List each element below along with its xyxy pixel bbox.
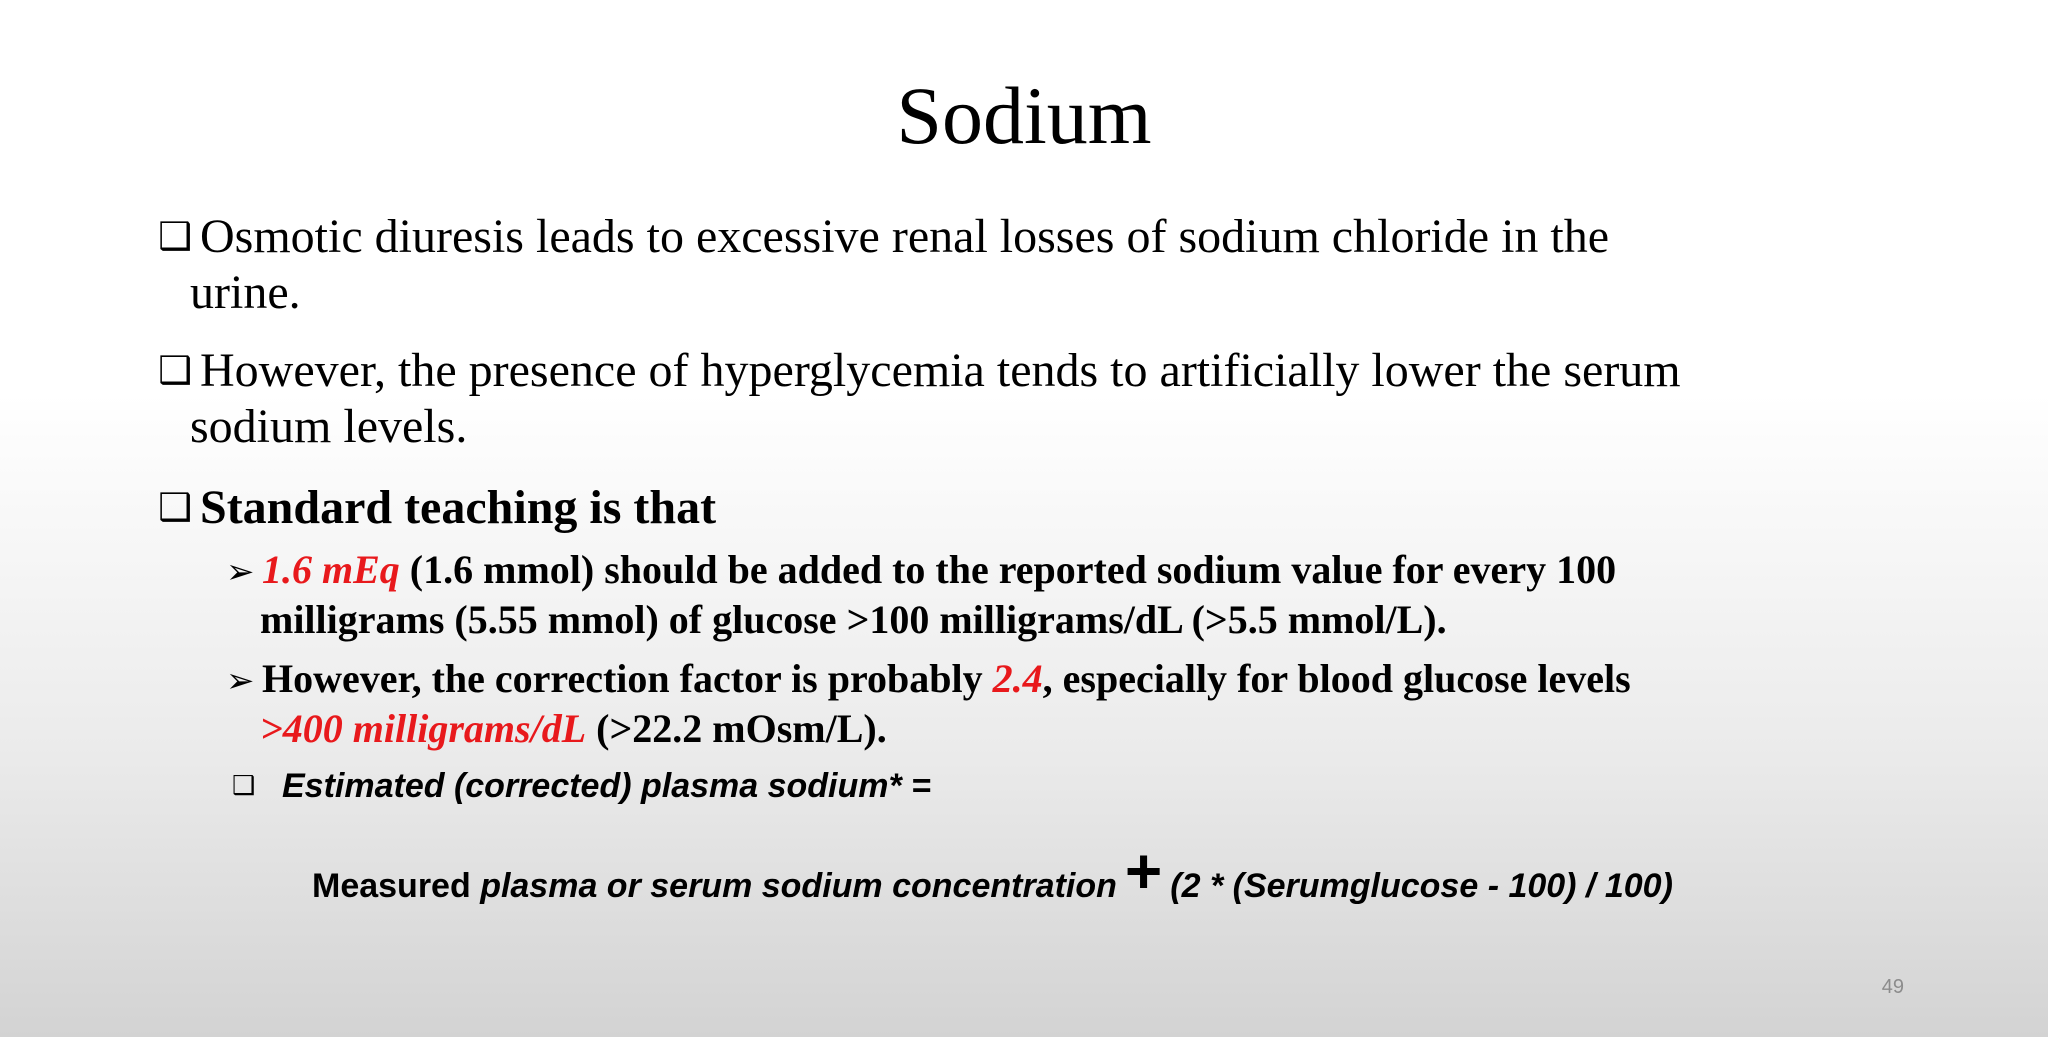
checkbox-bullet-icon: ❑ — [158, 348, 193, 392]
sub-bullet-text-line2: milligrams (5.55 mmol) of glucose >100 milligrams/dL (>5.5 mmol/L). — [260, 597, 1447, 642]
bullet-text-line1: However, the presence of hyperglycemia tends to artificially lower the serum — [200, 344, 1681, 397]
highlight-value: 1.6 mEq — [262, 547, 400, 592]
page-number: 49 — [1881, 976, 1904, 998]
bullet-text: Standard teaching is that — [200, 481, 717, 534]
bullet-text-line1: Osmotic diuresis leads to excessive renal losses of sodium chloride in the — [200, 210, 1610, 263]
checkbox-bullet-icon: ❑ — [232, 771, 256, 801]
formula-label-text: Estimated (corrected) plasma sodium* = — [282, 767, 932, 805]
slide-title: Sodium — [896, 70, 1152, 161]
bullet-osmotic-diuresis — [158, 208, 1918, 321]
checkbox-bullet-icon: ❑ — [158, 214, 193, 258]
sub-bullet-text-line2: (>22.2 mOsm/L). — [586, 706, 887, 751]
plus-icon: + — [1124, 835, 1163, 907]
formula-part-glucose: (2 * (Serumglucose - 100) / 100) — [1170, 867, 1673, 905]
highlight-threshold: >400 milligrams/dL — [260, 706, 587, 751]
sub-bullet-text-line1: (1.6 mmol) should be added to the reported sodium value for every 100 — [399, 547, 1617, 592]
sub-bullet-text-after: , especially for blood glucose levels — [1042, 656, 1631, 701]
checkbox-bullet-icon: ❑ — [158, 485, 193, 529]
formula-part-measured: Measured — [312, 867, 481, 905]
formula-label — [232, 766, 931, 806]
bullet-hyperglycemia — [158, 342, 1918, 455]
bullet-text-line2: sodium levels. — [190, 400, 468, 453]
sub-bullet-text-before: However, the correction factor is probably — [262, 656, 993, 701]
sub-bullet-correction-2-4 — [226, 655, 1926, 753]
formula-part-concentration: plasma or serum sodium concentration — [480, 867, 1117, 905]
arrow-bullet-icon: ➢ — [226, 552, 255, 592]
sub-bullet-correction-1-6 — [226, 546, 1926, 644]
arrow-bullet-icon: ➢ — [226, 661, 255, 701]
formula — [312, 826, 1932, 931]
bullet-standard-teaching — [158, 479, 1918, 536]
bullet-text-line2: urine. — [190, 266, 301, 319]
highlight-factor: 2.4 — [992, 656, 1043, 701]
